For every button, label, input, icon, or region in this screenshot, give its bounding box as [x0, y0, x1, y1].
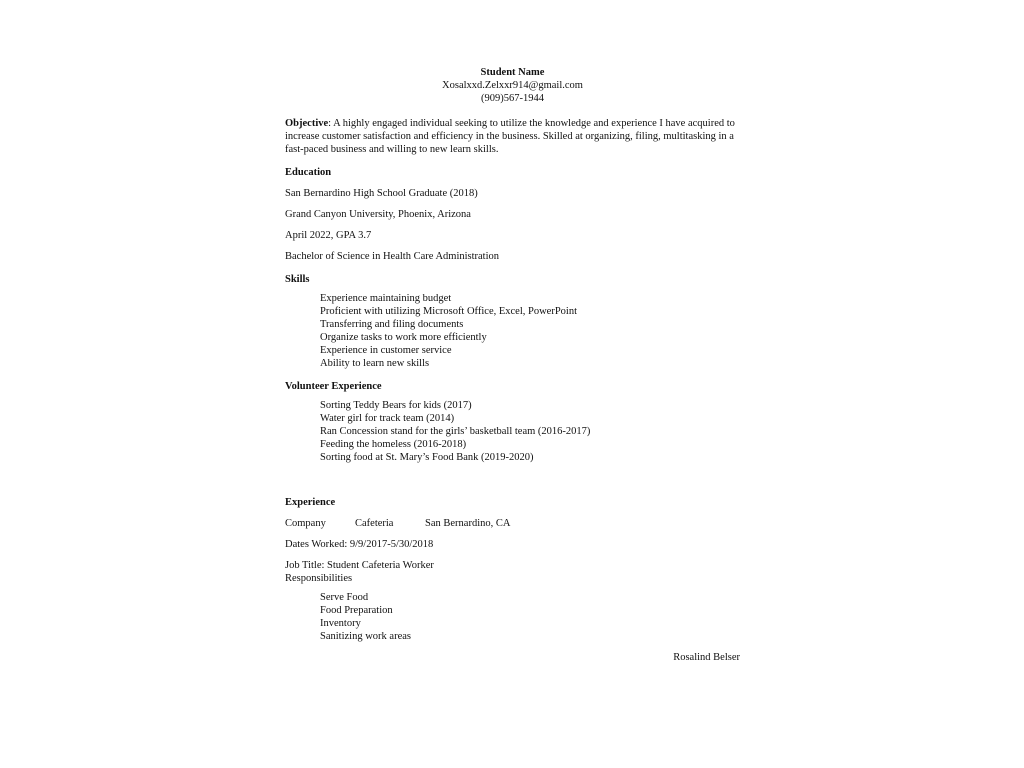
company-location: San Bernardino, CA — [425, 518, 511, 529]
company-name: Cafeteria — [355, 518, 394, 529]
list-item: Serve Food — [320, 592, 369, 603]
volunteer-list — [285, 399, 740, 464]
responsibilities-label: Responsibilities — [285, 573, 353, 584]
responsibilities-list — [285, 591, 740, 643]
list-item: Experience maintaining budget — [320, 293, 452, 304]
experience-heading: Experience — [285, 497, 336, 508]
objective-paragraph — [285, 117, 740, 156]
spacer — [285, 464, 740, 486]
list-item: Inventory — [320, 618, 361, 629]
list-item: Water girl for track team (2014) — [320, 413, 455, 424]
dates-worked: Dates Worked: 9/9/2017-5/30/2018 — [285, 539, 434, 550]
signature-name: Rosalind Belser — [673, 652, 740, 663]
list-item: Feeding the homeless (2016-2018) — [320, 439, 467, 450]
email-address: Xosalxxd.Zelxxr914@gmail.com — [442, 80, 583, 91]
company-line — [285, 517, 740, 530]
education-item-university: Grand Canyon University, Phoenix, Arizona — [285, 209, 471, 220]
objective-text: : A highly engaged individual seeking to utilize the knowledge and experience I have acquired to increase customer satisfaction and efficiency in the business. Skilled at organizing, filing, multitasking in a fast-paced business and willing to new learn skills. — [285, 118, 735, 155]
list-item: Experience in customer service — [320, 345, 452, 356]
skills-heading: Skills — [285, 274, 310, 285]
job-title: Job Title: Student Cafeteria Worker — [285, 560, 434, 571]
list-item: Ran Concession stand for the girls’ basketball team (2016-2017) — [320, 426, 591, 437]
objective-label: Objective — [285, 118, 329, 129]
education-item-degree: Bachelor of Science in Health Care Administration — [285, 251, 500, 262]
volunteer-heading: Volunteer Experience — [285, 381, 382, 392]
list-item: Organize tasks to work more efficiently — [320, 332, 487, 343]
list-item: Sorting Teddy Bears for kids (2017) — [320, 400, 472, 411]
resume-header — [285, 66, 740, 105]
phone-number: (909)567-1944 — [481, 93, 544, 104]
student-name: Student Name — [480, 67, 545, 78]
list-item: Ability to learn new skills — [320, 358, 430, 369]
list-item: Sorting food at St. Mary’s Food Bank (2019-2020) — [320, 452, 534, 463]
list-item: Transferring and filing documents — [320, 319, 464, 330]
education-item-gpa: April 2022, GPA 3.7 — [285, 230, 372, 241]
education-heading: Education — [285, 167, 332, 178]
list-item: Food Preparation — [320, 605, 393, 616]
company-label: Company — [285, 518, 326, 529]
resume-page — [285, 66, 740, 664]
list-item: Proficient with utilizing Microsoft Office, Excel, PowerPoint — [320, 306, 578, 317]
list-item: Sanitizing work areas — [320, 631, 411, 642]
skills-list — [285, 292, 740, 370]
education-item-highschool: San Bernardino High School Graduate (2018) — [285, 188, 478, 199]
